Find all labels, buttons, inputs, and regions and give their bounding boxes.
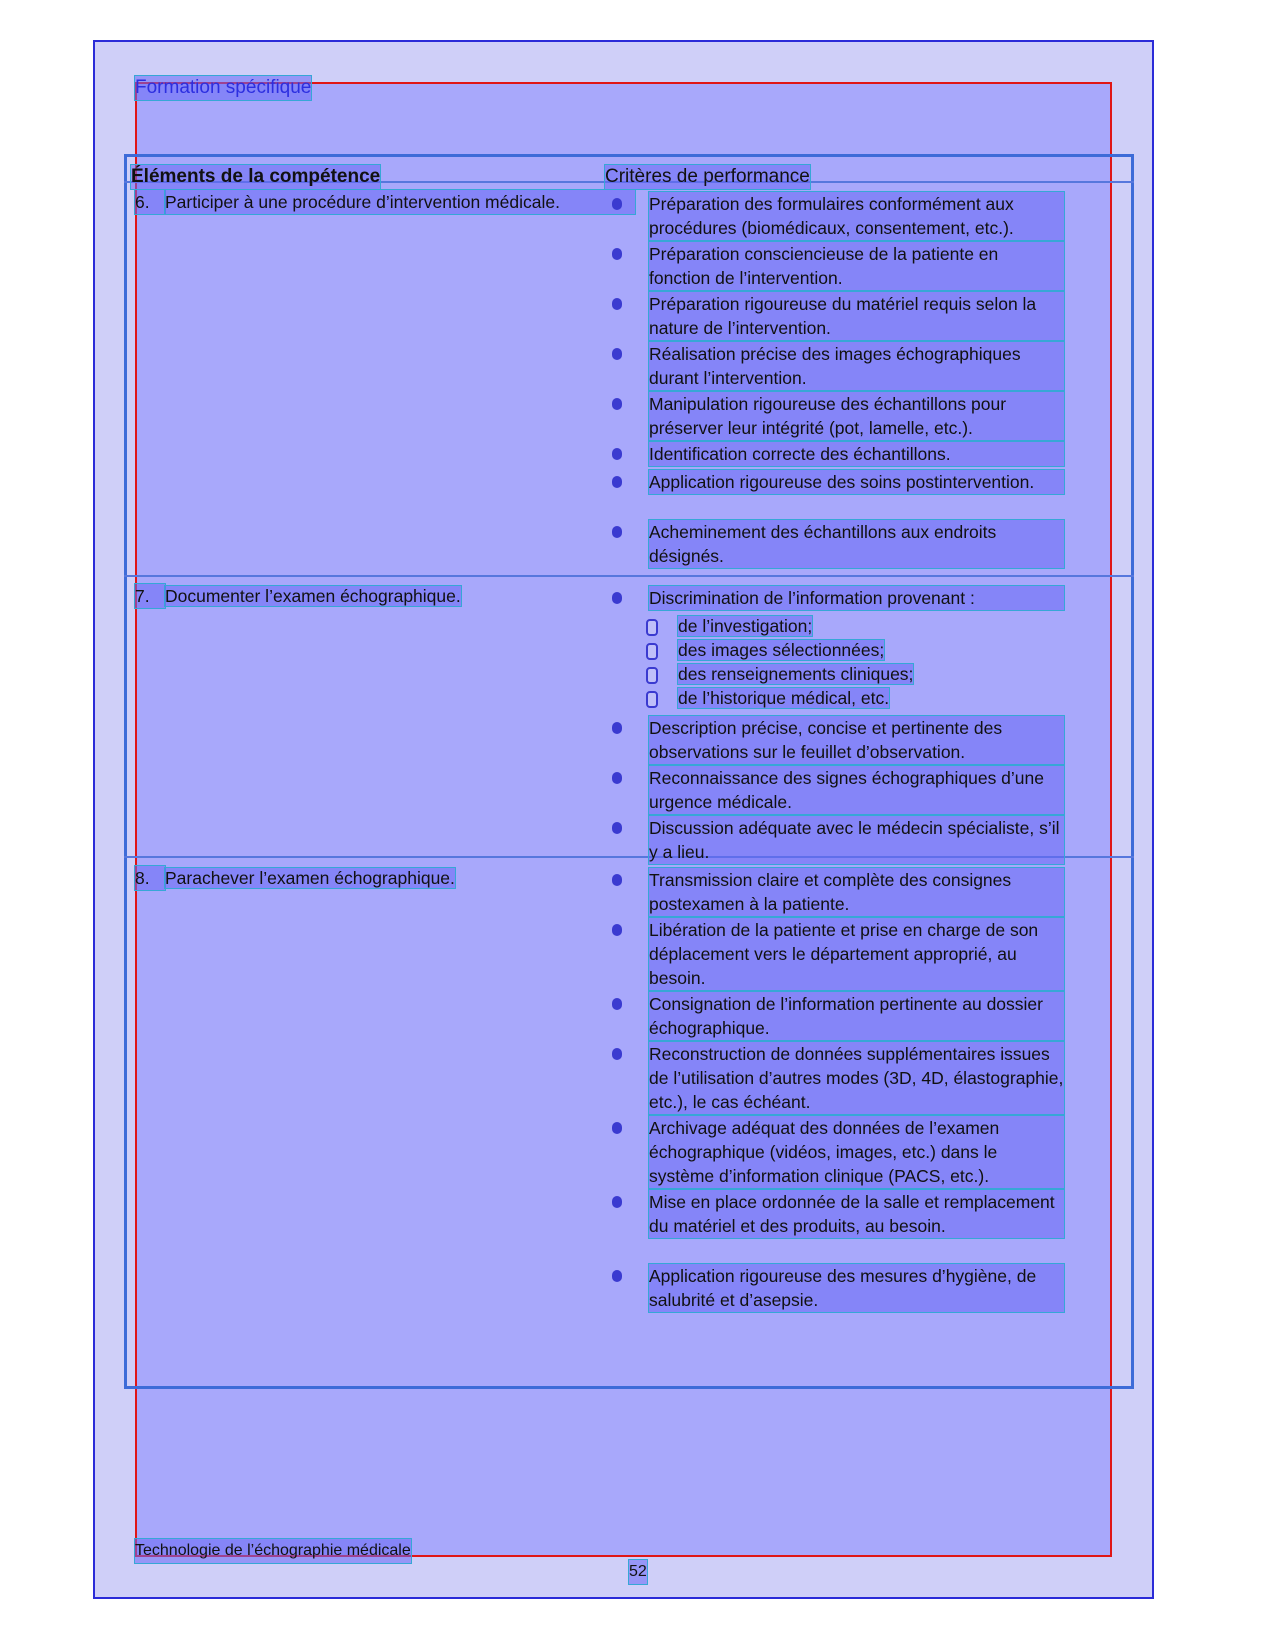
criterion-item bbox=[612, 1190, 1092, 1258]
bullet-icon bbox=[612, 1270, 622, 1282]
criterion-item bbox=[612, 816, 1092, 860]
criterion-item bbox=[612, 1264, 1092, 1308]
criterion-item bbox=[612, 918, 1092, 986]
subcriterion-text: des images sélectionnées; bbox=[678, 640, 885, 660]
bullet-icon bbox=[612, 1122, 622, 1134]
criterion-text: Transmission claire et complète des consignes postexamen à la patiente. bbox=[649, 868, 1064, 916]
criterion-item bbox=[612, 242, 1092, 286]
bullet-icon bbox=[612, 448, 622, 460]
criterion-text: Consignation de l’information pertinente au dossier échographique. bbox=[649, 992, 1064, 1040]
criterion-item bbox=[612, 442, 1092, 464]
criterion-text: Archivage adéquat des données de l’examen échographique (vidéos, images, etc.) dans le système d’information clinique (PACS, etc.). bbox=[649, 1116, 1064, 1188]
criterion-item bbox=[612, 868, 1092, 912]
element-text: Parachever l’examen échographique. bbox=[165, 868, 455, 888]
footer-title: Technologie de l’échographie médicale bbox=[135, 1539, 411, 1563]
criterion-text: Acheminement des échantillons aux endroits désignés. bbox=[649, 520, 1064, 568]
criterion-text: Préparation des formulaires conformément aux procédures (biomédicaux, consentement, etc.). bbox=[649, 192, 1064, 240]
bullet-icon bbox=[612, 998, 622, 1010]
row-divider bbox=[124, 575, 1134, 577]
bullet-icon bbox=[612, 248, 622, 260]
element-6 bbox=[135, 190, 645, 214]
criterion-text: Description précise, concise et pertinente des observations sur le feuillet d’observation. bbox=[649, 716, 1064, 764]
element-number: 7. bbox=[135, 584, 165, 608]
circle-bullet-icon bbox=[646, 691, 658, 708]
criterion-text: Application rigoureuse des mesures d’hygiène, de salubrité et d’asepsie. bbox=[649, 1264, 1064, 1312]
header-elements: Éléments de la compétence bbox=[131, 166, 381, 187]
page-number: 52 bbox=[629, 1560, 647, 1584]
criterion-text: Préparation rigoureuse du matériel requis selon la nature de l’intervention. bbox=[649, 292, 1064, 340]
subcriterion-item bbox=[612, 662, 1092, 686]
criterion-text: Application rigoureuse des soins postintervention. bbox=[649, 470, 1064, 494]
criteria-list-7 bbox=[612, 586, 1092, 866]
bullet-icon bbox=[612, 198, 622, 210]
circle-bullet-icon bbox=[646, 667, 658, 684]
criterion-item bbox=[612, 586, 1092, 608]
criteria-list-8 bbox=[612, 868, 1092, 1314]
criterion-text: Libération de la patiente et prise en charge de son déplacement vers le département approprié, au besoin. bbox=[649, 918, 1064, 990]
criterion-text: Identification correcte des échantillons. bbox=[649, 442, 1064, 466]
section-title: Formation spécifique bbox=[135, 77, 312, 98]
bullet-icon bbox=[612, 398, 622, 410]
subcriterion-item bbox=[612, 686, 1092, 710]
element-8 bbox=[135, 866, 645, 890]
element-number: 8. bbox=[135, 866, 165, 890]
criterion-text: Reconstruction de données supplémentaires issues de l’utilisation d’autres modes (3D, 4D, élastographie, etc.), le cas échéant. bbox=[649, 1044, 1064, 1112]
bullet-icon bbox=[612, 1048, 622, 1060]
header-criteria: Critères de performance bbox=[605, 166, 810, 187]
criterion-item bbox=[612, 292, 1092, 336]
bullet-icon bbox=[612, 874, 622, 886]
criterion-item bbox=[612, 992, 1092, 1036]
subcriterion-item bbox=[612, 638, 1092, 662]
bullet-icon bbox=[612, 592, 622, 604]
bullet-icon bbox=[612, 476, 622, 488]
criteria-list-6 bbox=[612, 192, 1092, 570]
bullet-icon bbox=[612, 298, 622, 310]
criterion-text: Discussion adéquate avec le médecin spécialiste, s’il y a lieu. bbox=[649, 816, 1064, 864]
bullet-icon bbox=[612, 924, 622, 936]
element-number: 6. bbox=[135, 190, 165, 214]
subcriterion-item bbox=[612, 614, 1092, 638]
bullet-icon bbox=[612, 1196, 622, 1208]
bullet-icon bbox=[612, 722, 622, 734]
bullet-icon bbox=[612, 348, 622, 360]
criterion-item bbox=[612, 716, 1092, 760]
subcriterion-text: de l’historique médical, etc. bbox=[678, 688, 890, 708]
criterion-text: Manipulation rigoureuse des échantillons pour préserver leur intégrité (pot, lamelle, etc.). bbox=[649, 392, 1064, 440]
criterion-item bbox=[612, 766, 1092, 810]
subcriterion-text: des renseignements cliniques; bbox=[678, 664, 914, 684]
criterion-item bbox=[612, 392, 1092, 436]
element-text: Documenter l’examen échographique. bbox=[165, 586, 461, 606]
criterion-text: Préparation consciencieuse de la patiente en fonction de l’intervention. bbox=[649, 242, 1064, 290]
criterion-text: Réalisation précise des images échographiques durant l’intervention. bbox=[649, 342, 1064, 390]
element-7 bbox=[135, 584, 645, 608]
criterion-text: Reconnaissance des signes échographiques d’une urgence médicale. bbox=[649, 766, 1064, 814]
criterion-item bbox=[612, 470, 1092, 514]
circle-bullet-icon bbox=[646, 643, 658, 660]
criterion-item bbox=[612, 1042, 1092, 1110]
subcriterion-text: de l’investigation; bbox=[678, 616, 813, 636]
criterion-text: Discrimination de l’information provenant : bbox=[649, 586, 1064, 610]
bullet-icon bbox=[612, 772, 622, 784]
element-text: Participer à une procédure d’intervention médicale. bbox=[165, 190, 635, 214]
criterion-item bbox=[612, 520, 1092, 564]
bullet-icon bbox=[612, 822, 622, 834]
criterion-item bbox=[612, 192, 1092, 236]
bullet-icon bbox=[612, 526, 622, 538]
circle-bullet-icon bbox=[646, 619, 658, 636]
criterion-item bbox=[612, 1116, 1092, 1184]
criterion-item bbox=[612, 342, 1092, 386]
criterion-text: Mise en place ordonnée de la salle et remplacement du matériel et des produits, au besoin. bbox=[649, 1190, 1064, 1238]
